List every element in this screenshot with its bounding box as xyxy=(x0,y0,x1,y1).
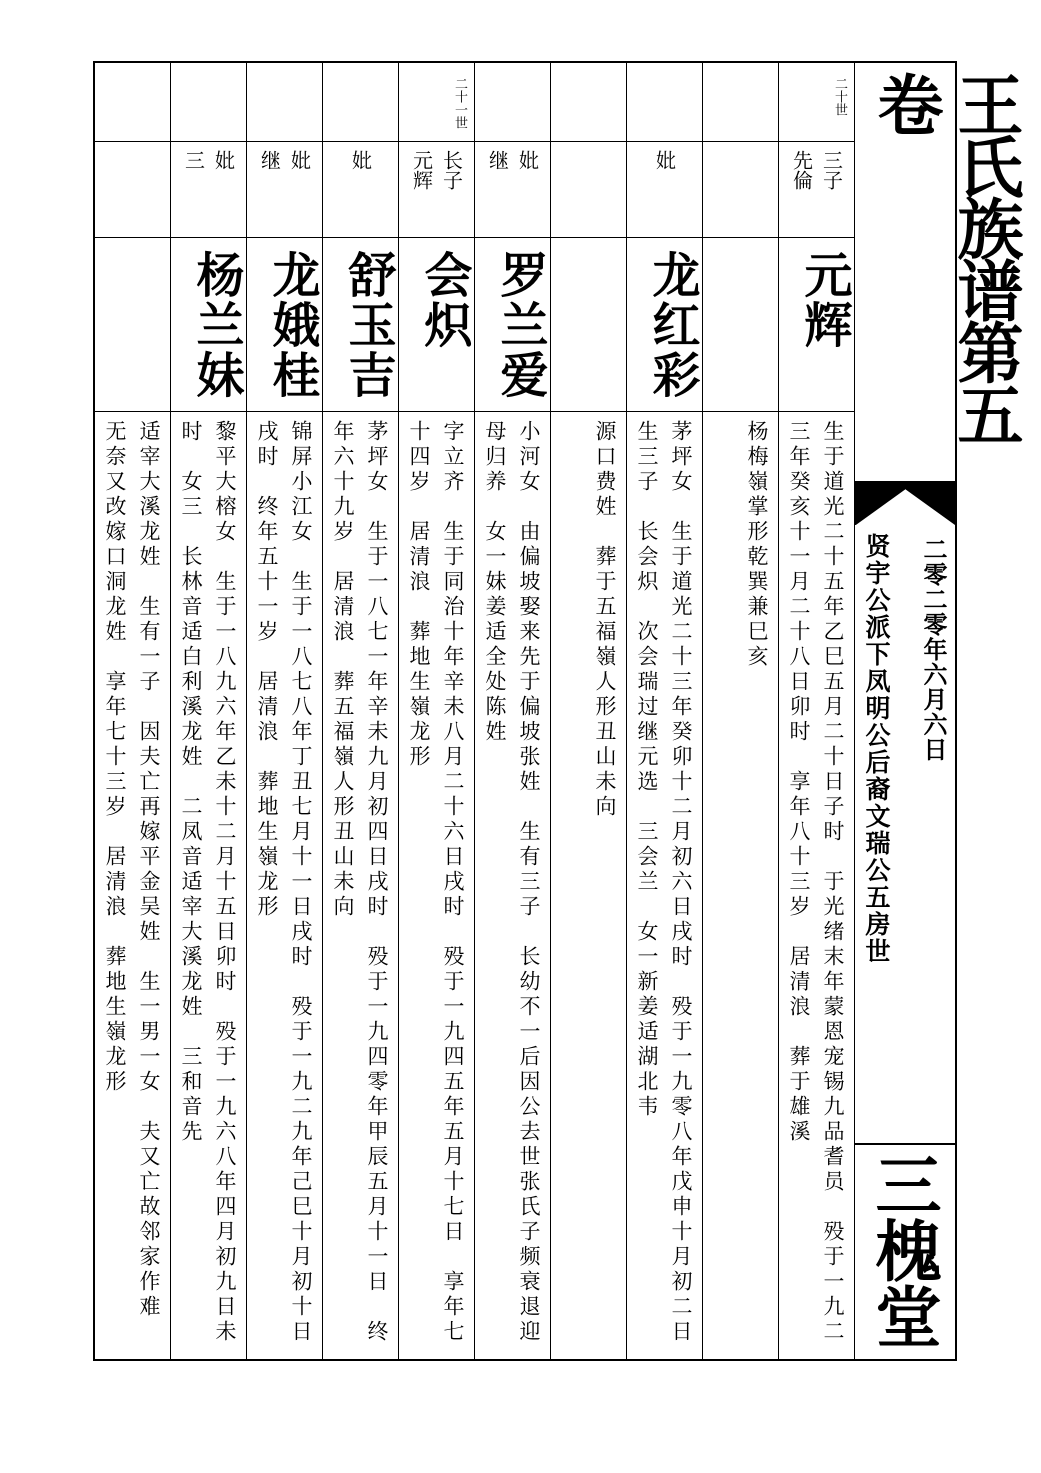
generation-label: 二十一世 xyxy=(452,77,467,129)
genealogy-page xyxy=(93,61,1024,1370)
column-4 xyxy=(551,63,627,1359)
column-5 xyxy=(475,63,551,1359)
relation-line-b: 妣 xyxy=(211,150,236,170)
biography-text: 锦屏小江女 生于一八七八年丁丑七月十一日戌时 殁于一九二九年己巳十月初十日戌时 终年五十一岁 居清浪 葬地生嶺龙形 xyxy=(255,420,313,1345)
person-name: 元辉 xyxy=(796,250,852,350)
relation-line-a: 继 xyxy=(257,150,282,170)
column-7 xyxy=(323,63,399,1359)
relation-line-b: 妣 xyxy=(515,150,540,170)
relation-line-a: 先倫 xyxy=(789,150,814,190)
column-2 xyxy=(703,63,779,1359)
column-1 xyxy=(779,63,855,1359)
lineage-subtitle: 贤宇公派下凤明公后裔文瑞公五房世 xyxy=(862,533,891,965)
person-name: 龙红彩 xyxy=(644,250,700,400)
book-title: 王氏族谱第五卷 xyxy=(866,71,1024,443)
hall-name-box xyxy=(855,1143,955,1359)
biography-text: 茅坪女 生于一八七一年辛未九月初四日戌时 殁于一九四零年甲辰五月十一日 终年六十九岁 居清浪 葬五福嶺人形丑山未向 xyxy=(331,420,389,1345)
person-name: 罗兰爱 xyxy=(492,250,548,400)
person-name: 杨兰妹 xyxy=(188,250,244,400)
biography-text: 杨梅嶺掌形乾巽兼巳亥 xyxy=(745,420,769,670)
biography-text: 小河女 由偏坡娶来先于偏坡张姓 生有三子 长幼不一后因公去世张氏子频衰退迎母归养 女一妹姜适全处陈姓 xyxy=(483,420,541,1345)
biography-text: 生于道光二十五年乙巳五月二十日子时 于光绪末年蒙恩宠锡九品耆员 殁于一九二三年癸亥十一月二十八日卯时 享年八十三岁 居清浪 葬于雄溪 xyxy=(787,420,845,1345)
column-9 xyxy=(171,63,247,1359)
column-3 xyxy=(627,63,703,1370)
person-name: 会炽 xyxy=(416,250,472,350)
biography-text: 黎平大榕女 生于一八九六年乙未十二月十五日卯时 殁于一九六八年四月初九日未时 女三 长林音适白利溪龙姓 二凤音适宰大溪龙姓 三和音先 xyxy=(179,420,237,1345)
person-name: 舒玉吉 xyxy=(340,250,396,400)
relation-line-a: 妣 xyxy=(652,150,677,170)
relation-line-a: 继 xyxy=(485,150,510,170)
compile-date: 二零二零年六月六日 xyxy=(919,537,948,762)
biography-text: 字立齐 生于同治十年辛未八月二十六日戌时 殁于一九四五年五月十七日 享年七十四岁 居清浪 葬地生嶺龙形 xyxy=(407,420,465,1345)
relation-line-a: 三 xyxy=(181,150,206,170)
biography-text: 茅坪女 生于道光二十三年癸卯十二月初六日戌时 殁于一九零八年戊申十月初二日 生三子 长会炽 次会瑞过继元选 三会兰 女一新姜适湖北韦 xyxy=(635,420,693,1370)
book-title-box xyxy=(855,63,1024,483)
relation-line-a: 妣 xyxy=(348,150,373,170)
hall-name: 三槐堂 xyxy=(864,1151,942,1349)
generation-label: 二十世 xyxy=(832,77,847,116)
column-8 xyxy=(247,63,323,1359)
relation-line-b: 三子 xyxy=(819,150,844,190)
relation-line-a: 元辉 xyxy=(409,150,434,190)
biography-text: 适宰大溪龙姓 生有一子 因夫亡再嫁平金吴姓 生一男一女 夫又亡故邻家作难 无奈又改嫁口洞龙姓 享年七十三岁 居清浪 葬地生嶺龙形 xyxy=(103,420,161,1345)
biography-text: 源口费姓 葬于五福嶺人形丑山未向 xyxy=(593,420,617,820)
column-10 xyxy=(95,63,171,1359)
relation-line-b: 妣 xyxy=(287,150,312,170)
side-panel xyxy=(855,63,1024,1359)
fishtail-ornament xyxy=(855,483,955,525)
relation-line-b: 长子 xyxy=(439,150,464,190)
column-6 xyxy=(399,63,475,1359)
person-name: 龙娥桂 xyxy=(264,250,320,400)
